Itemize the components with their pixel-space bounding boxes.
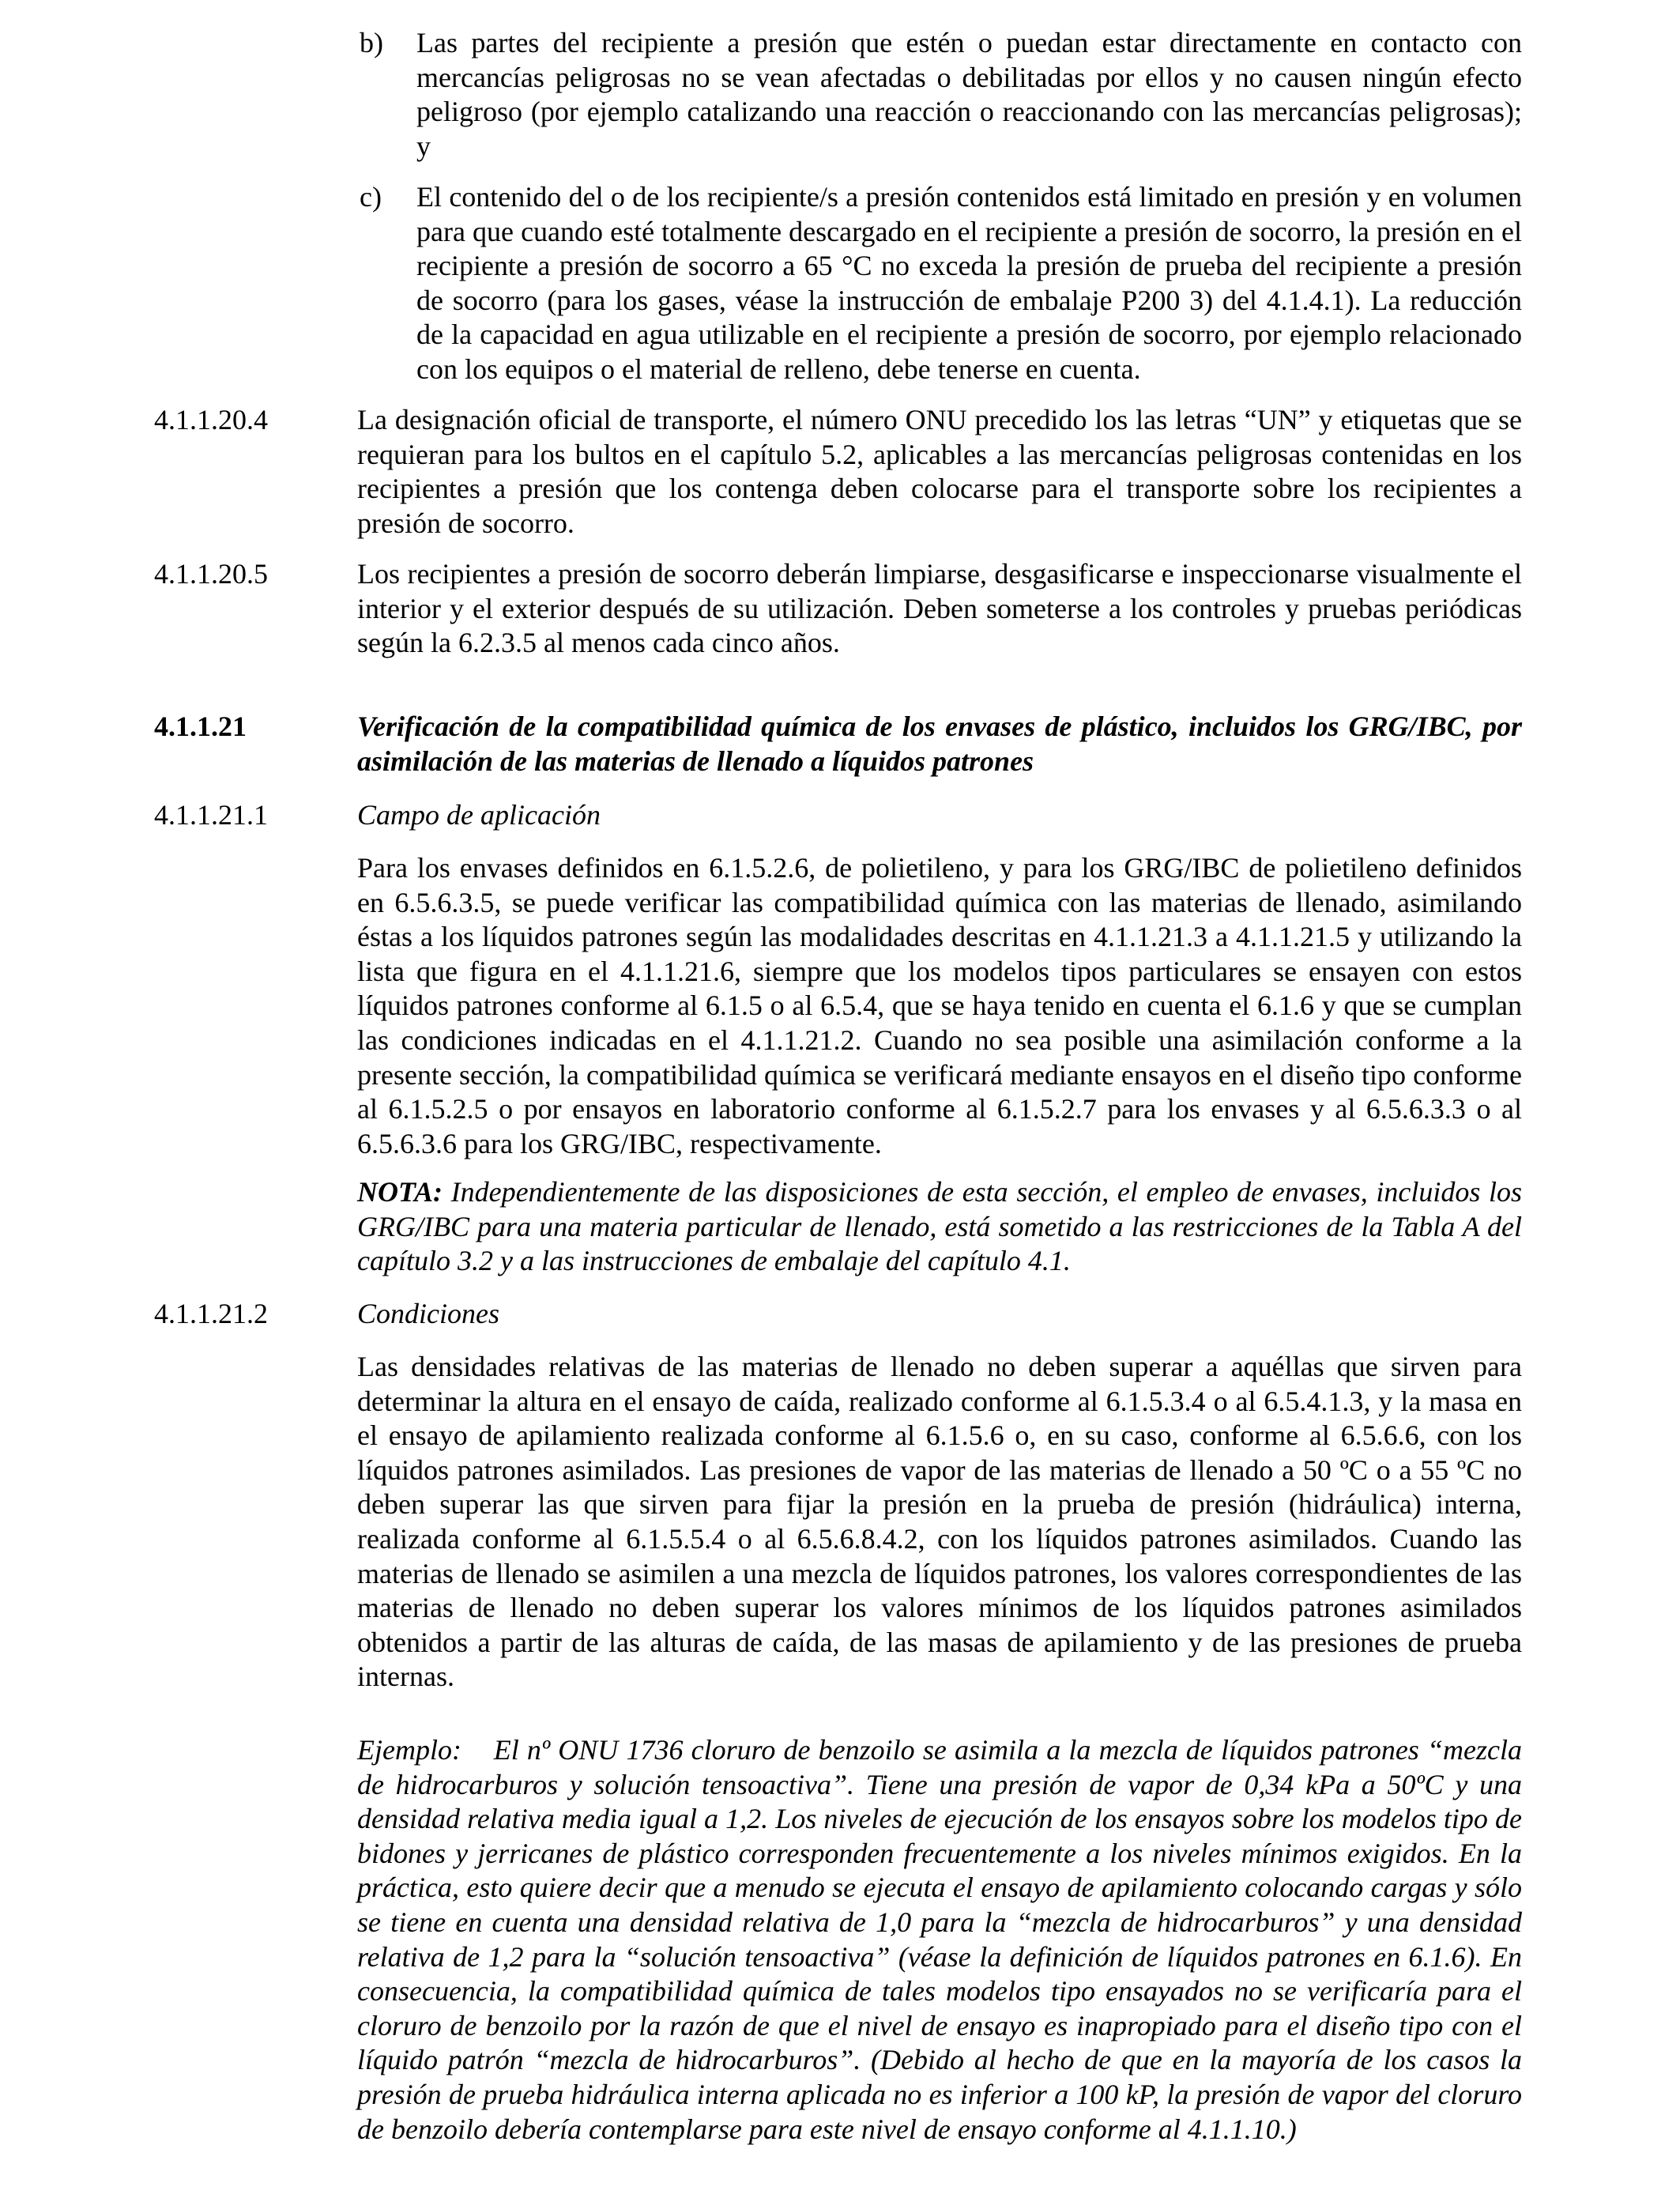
list-marker: b): [360, 27, 383, 58]
section-number: 4.1.1.20.4: [154, 404, 268, 435]
example-label: Ejemplo:: [357, 1734, 461, 1766]
section-text: La designación oficial de transporte, el número ONU precedido los las letras “UN” y etiquetas que se requieran para los bultos en el capítulo 5.2, aplicables a las mercancías peligrosas contenidas en los recipientes a presión que los contenga deben colocarse para el transporte sobre los recipientes a presión de socorro.: [357, 404, 1522, 539]
section-heading: Verificación de la compatibilidad química de los envases de plástico, incluidos los GRG/IBC, por asimilación de las materias de llenado a líquidos patrones: [357, 711, 1522, 777]
section-number: 4.1.1.21: [154, 711, 247, 742]
section-number: 4.1.1.20.5: [154, 558, 268, 590]
list-item-text: El contenido del o de los recipiente/s a presión contenidos está limitado en presión y en volumen para que cuando esté totalmente descargado en el recipiente a presión de socorro, la presión en el recipiente a presión de socorro a 65 °C no exceda la presión de prueba del recipiente a presión de socorro (para los gases, véase la instrucción de embalaje P200 3) del 4.1.4.1). La reducción de la capacidad en agua utilizable en el recipiente a presión de socorro, por ejemplo relacionado con los equipos o el material de relleno, debe tenerse en cuenta.: [416, 181, 1522, 385]
section-number: 4.1.1.21.1: [154, 799, 268, 831]
note: [357, 1175, 1522, 1279]
section-subtitle: Condiciones: [357, 1298, 499, 1329]
example-text: El nº ONU 1736 cloruro de benzoilo se asimila a la mezcla de líquidos patrones “mezcla de hidrocarburos y solución tensoactiva”. Tiene una presión de vapor de 0,34 kPa a 50ºC y una densidad relativa media igual a 1,2. Los niveles de ejecución de los ensayos sobre los modelos tipo de bidones y jerricanes de plástico corresponden frecuentemente a los niveles mínimos exigidos. En la práctica, esto quiere decir que a menudo se ejecuta el ensayo de apilamiento colocando cargas y sólo se tiene en cuenta una densidad relativa de 1,0 para la “mezcla de hidrocarburos” y una densidad relativa de 1,2 para la “solución tensoactiva” (véase la definición de líquidos patrones en 6.1.6). En consecuencia, la compatibilidad química de tales modelos tipo ensayados no se verificaría para el cloruro de benzoilo por la razón de que el nivel de ensayo es inapropiado para el diseño tipo con el líquido patrón “mezcla de hidrocarburos”. (Debido al hecho de que en la mayoría de los casos la presión de prueba hidráulica interna aplicada no es inferior a 100 kP, la presión de vapor del cloruro de benzoilo debería contemplarse para este nivel de ensayo conforme al 4.1.1.10.): [357, 1734, 1522, 2145]
list-marker: c): [360, 181, 382, 213]
note-text: Independientemente de las disposiciones de esta sección, el empleo de envases, incluidos los GRG/IBC para una materia particular de llenado, está sometido a las restricciones de la Tabla A del capítulo 3.2 y a las instrucciones de embalaje del capítulo 4.1.: [357, 1176, 1523, 1277]
list-item-text: Las partes del recipiente a presión que estén o puedan estar directamente en contacto con mercancías peligrosas no se vean afectadas o debilitadas por ellos y no causen ningún efecto peligroso (por ejemplo catalizando una reacción o reaccionando con las mercancías peligrosas); y: [416, 27, 1522, 162]
section-subtitle: Campo de aplicación: [357, 799, 601, 831]
section-text: Para los envases definidos en 6.1.5.2.6, de polietileno, y para los GRG/IBC de polietileno definidos en 6.5.6.3.5, se puede verificar las compatibilidad química con las materias de llenado, asimilando éstas a los líquidos patrones según las modalidades descritas en 4.1.1.21.3 a 4.1.1.21.5 y utilizando la lista que figura en el 4.1.1.21.6, siempre que los modelos tipos particulares se ensayen con estos líquidos patrones conforme al 6.1.5 o al 6.5.4, que se haya tenido en cuenta el 6.1.6 y que se cumplan las condiciones indicadas en el 4.1.1.21.2. Cuando no sea posible una asimilación conforme a la presente sección, la compatibilidad química se verificará mediante ensayos en el diseño tipo conforme al 6.1.5.2.5 o por ensayos en laboratorio conforme al 6.1.5.2.7 para los envases y al 6.5.6.3.3 o al 6.5.6.3.6 para los GRG/IBC, respectivamente.: [357, 852, 1522, 1159]
section-number: 4.1.1.21.2: [154, 1298, 268, 1329]
note-label: NOTA:: [357, 1176, 443, 1208]
section-text: Los recipientes a presión de socorro deberán limpiarse, desgasificarse e inspeccionarse visualmente el interior y el exterior después de su utilización. Deben someterse a los controles y pruebas periódicas según la 6.2.3.5 al menos cada cinco años.: [357, 558, 1522, 659]
section-text: Las densidades relativas de las materias de llenado no deben superar a aquéllas que sirven para determinar la altura en el ensayo de caída, realizado conforme al 6.1.5.3.4 o al 6.5.4.1.3, y la masa en el ensayo de apilamiento realizada conforme al 6.1.5.6 o, en su caso, conforme al 6.5.6.6, con los líquidos patrones asimilados. Las presiones de vapor de las materias de llenado a 50 ºC o a 55 ºC no deben superar las que sirven para fijar la presión en la prueba de presión (hidráulica) interna, realizada conforme al 6.1.5.5.4 o al 6.5.6.8.4.2, con los líquidos patrones asimilados. Cuando las materias de llenado se asimilen a una mezcla de líquidos patrones, los valores correspondientes de las materias de llenado no deben superar los valores mínimos de los líquidos patrones asimilados obtenidos a partir de las alturas de caída, de las masas de apilamiento y de las presiones de prueba internas.: [357, 1351, 1522, 1693]
example: [357, 1733, 1522, 2147]
